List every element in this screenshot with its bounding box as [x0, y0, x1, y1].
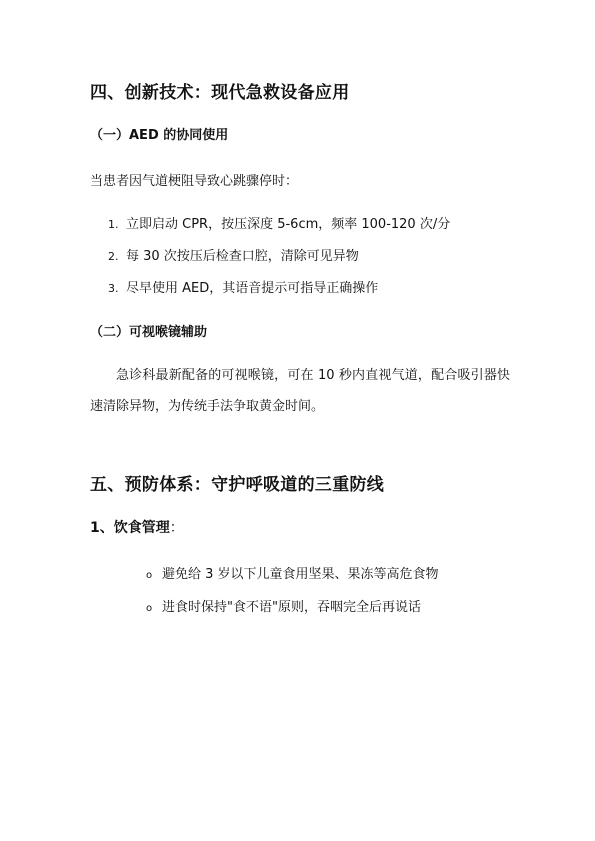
list-item	[108, 245, 359, 264]
laryngoscope-paragraph: 急诊科最新配备的可视喉镜，可在 10 秒内直视气道，配合吸引器快速清除异物，为传统手法争取黄金时间。	[90, 368, 510, 414]
list-number: 1.	[108, 218, 119, 231]
section-4-heading: 四、创新技术：现代急救设备应用	[90, 83, 350, 103]
list-item-text: 每 30 次按压后检查口腔，清除可见异物	[126, 249, 359, 264]
list-number: 3.	[108, 282, 119, 295]
circle-bullet-icon: o	[146, 570, 153, 581]
list-item-text: 立即启动 CPR，按压深度 5-6cm，频率 100-120 次/分	[126, 217, 451, 232]
list-item	[146, 596, 421, 615]
list-item-text: 避免给 3 岁以下儿童食用坚果、果冻等高危食物	[162, 567, 439, 582]
circle-bullet-icon: o	[146, 603, 153, 614]
list-item	[108, 277, 378, 296]
section-5-heading: 五、预防体系：守护呼吸道的三重防线	[90, 475, 385, 495]
subsection-laryngoscope-heading: （二）可视喉镜辅助	[90, 325, 208, 340]
list-item	[146, 563, 439, 582]
list-item	[108, 213, 450, 232]
list-item-text: 尽早使用 AED，其语音提示可指导正确操作	[126, 281, 379, 296]
diet-management-title: 1、饮食管理	[90, 520, 170, 536]
diet-management-heading	[90, 517, 184, 537]
subsection-aed-heading: （一）AED 的协同使用	[90, 128, 229, 143]
list-number: 2.	[108, 250, 119, 263]
list-item-text: 进食时保持"食不语"原则，吞咽完全后再说话	[162, 600, 421, 615]
aed-intro-text: 当患者因气道梗阻导致心跳骤停时：	[90, 174, 299, 189]
heading-colon: ：	[169, 520, 184, 536]
